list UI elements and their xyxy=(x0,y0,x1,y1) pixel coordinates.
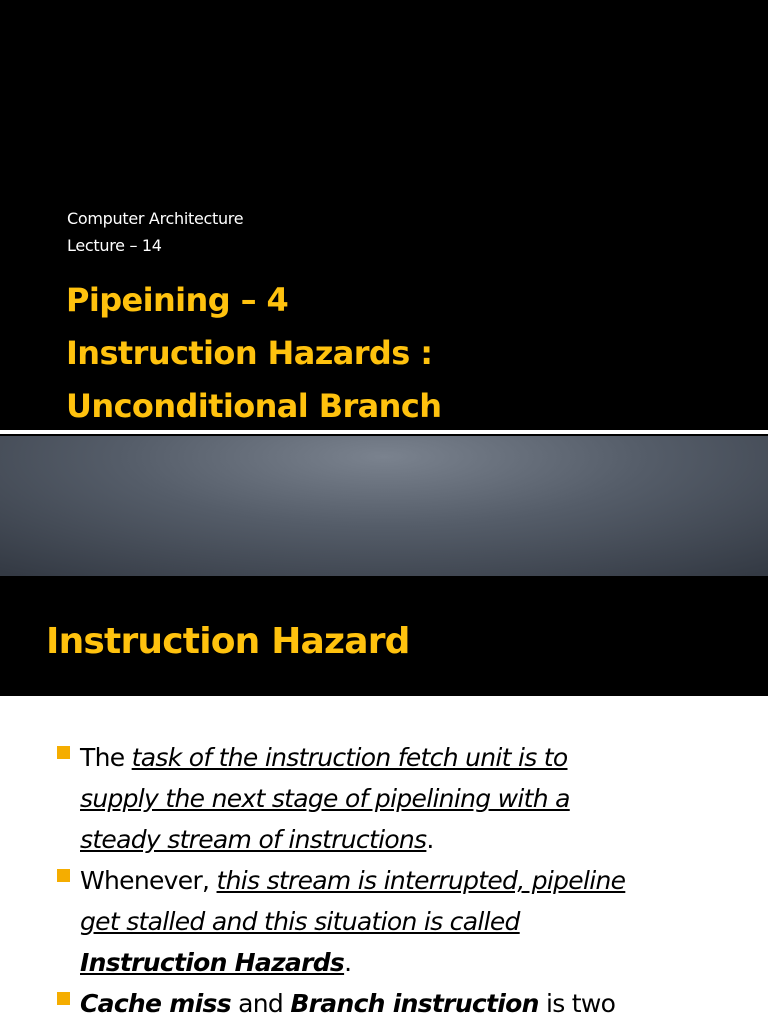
course-name: Computer Architecture xyxy=(67,209,244,228)
slide-title-line-2: Instruction Hazards : xyxy=(66,334,433,372)
divider-line xyxy=(0,430,768,434)
emphasis-text: steady stream of instructions xyxy=(80,825,427,854)
gradient-band xyxy=(0,436,768,576)
lecture-number: Lecture – 14 xyxy=(67,236,162,255)
bullet-item: Cache miss and Branch instruction is two xyxy=(56,983,756,1024)
slide-title-line-3: Unconditional Branch xyxy=(66,387,442,425)
bullet-list xyxy=(56,737,756,1024)
bullet-item: Whenever, this stream is interrupted, pipeline get stalled and this situation is called Instruction Hazards. xyxy=(56,860,756,983)
key-term: Instruction Hazards xyxy=(80,948,345,977)
square-bullet-icon xyxy=(57,746,70,759)
emphasis-text: this stream is interrupted, pipeline xyxy=(216,866,626,895)
square-bullet-icon xyxy=(57,992,70,1005)
bullet-item: The task of the instruction fetch unit is to supply the next stage of pipelining with a steady stream of instructions. xyxy=(56,737,756,860)
slide-title-line-1: Pipeining – 4 xyxy=(66,281,289,319)
emphasis-text: task of the instruction fetch unit is to xyxy=(131,743,568,772)
emphasis-text: supply the next stage of pipelining with a xyxy=(80,784,570,813)
content-slide-title: Instruction Hazard xyxy=(46,621,410,662)
emphasis-text: get stalled and this situation is called xyxy=(80,907,520,936)
slide-title xyxy=(66,274,441,433)
key-term: Branch instruction xyxy=(290,989,539,1018)
slide-subtitle xyxy=(67,205,243,259)
key-term: Cache miss xyxy=(80,989,231,1018)
square-bullet-icon xyxy=(57,869,70,882)
